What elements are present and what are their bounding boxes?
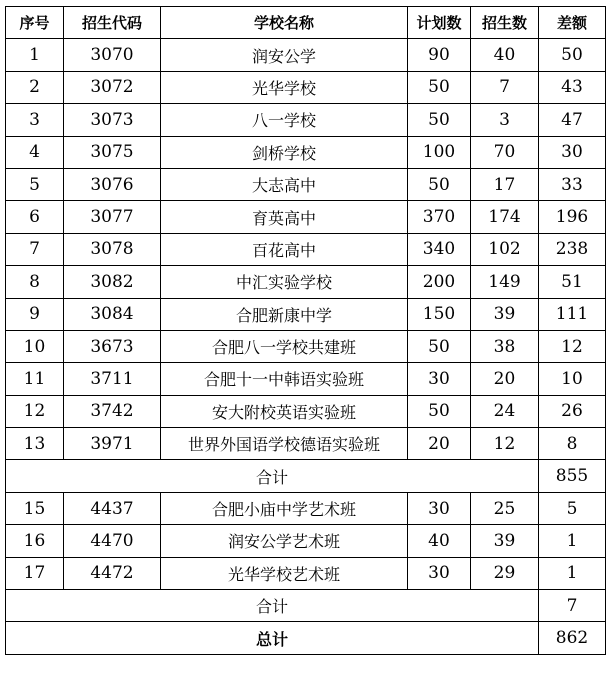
header-enrolled: 招生数 <box>471 7 539 39</box>
cell-diff: 12 <box>539 330 606 362</box>
cell-no: 16 <box>6 525 64 557</box>
subtotal-row-1 <box>6 460 606 492</box>
cell-code: 3077 <box>64 201 161 233</box>
cell-enrolled: 174 <box>471 201 539 233</box>
cell-diff: 5 <box>539 492 606 524</box>
cell-plan: 30 <box>408 363 471 395</box>
header-plan: 计划数 <box>408 7 471 39</box>
table-row <box>6 168 606 200</box>
cell-plan: 30 <box>408 492 471 524</box>
table-row <box>6 201 606 233</box>
cell-no: 13 <box>6 428 64 460</box>
cell-school-name: 润安公学艺术班 <box>161 525 408 557</box>
cell-code: 3971 <box>64 428 161 460</box>
cell-school-name: 合肥十一中韩语实验班 <box>161 363 408 395</box>
table-row <box>6 557 606 589</box>
cell-enrolled: 3 <box>471 104 539 136</box>
cell-code: 3076 <box>64 168 161 200</box>
cell-school-name: 安大附校英语实验班 <box>161 395 408 427</box>
cell-plan: 370 <box>408 201 471 233</box>
header-code: 招生代码 <box>64 7 161 39</box>
cell-diff: 30 <box>539 136 606 168</box>
table-row <box>6 298 606 330</box>
cell-no: 17 <box>6 557 64 589</box>
cell-school-name: 大志高中 <box>161 168 408 200</box>
cell-school-name: 育英高中 <box>161 201 408 233</box>
cell-enrolled: 24 <box>471 395 539 427</box>
cell-enrolled: 29 <box>471 557 539 589</box>
header-school-name: 学校名称 <box>161 7 408 39</box>
subtotal-diff: 855 <box>539 460 606 492</box>
cell-no: 1 <box>6 39 64 71</box>
cell-enrolled: 39 <box>471 525 539 557</box>
total-label: 总计 <box>6 622 539 654</box>
table-row <box>6 428 606 460</box>
cell-school-name: 中汇实验学校 <box>161 266 408 298</box>
cell-code: 4470 <box>64 525 161 557</box>
cell-enrolled: 20 <box>471 363 539 395</box>
table-row <box>6 492 606 524</box>
cell-school-name: 合肥新康中学 <box>161 298 408 330</box>
cell-plan: 50 <box>408 395 471 427</box>
cell-enrolled: 38 <box>471 330 539 362</box>
group2-rows <box>6 492 606 589</box>
cell-diff: 1 <box>539 525 606 557</box>
cell-enrolled: 40 <box>471 39 539 71</box>
cell-school-name: 润安公学 <box>161 39 408 71</box>
cell-code: 3072 <box>64 71 161 103</box>
cell-enrolled: 102 <box>471 233 539 265</box>
cell-code: 3082 <box>64 266 161 298</box>
cell-no: 9 <box>6 298 64 330</box>
subtotal-diff: 7 <box>539 590 606 622</box>
cell-code: 3070 <box>64 39 161 71</box>
table-row <box>6 71 606 103</box>
cell-school-name: 光华学校 <box>161 71 408 103</box>
cell-diff: 111 <box>539 298 606 330</box>
cell-diff: 8 <box>539 428 606 460</box>
cell-no: 15 <box>6 492 64 524</box>
cell-diff: 33 <box>539 168 606 200</box>
cell-code: 4472 <box>64 557 161 589</box>
cell-diff: 1 <box>539 557 606 589</box>
cell-no: 10 <box>6 330 64 362</box>
cell-code: 3084 <box>64 298 161 330</box>
cell-no: 6 <box>6 201 64 233</box>
table-row <box>6 525 606 557</box>
cell-code: 3742 <box>64 395 161 427</box>
cell-no: 8 <box>6 266 64 298</box>
cell-no: 5 <box>6 168 64 200</box>
subtotal-label: 合计 <box>6 460 539 492</box>
cell-no: 12 <box>6 395 64 427</box>
cell-enrolled: 70 <box>471 136 539 168</box>
cell-enrolled: 149 <box>471 266 539 298</box>
cell-code: 3711 <box>64 363 161 395</box>
cell-plan: 200 <box>408 266 471 298</box>
cell-diff: 196 <box>539 201 606 233</box>
cell-school-name: 光华学校艺术班 <box>161 557 408 589</box>
cell-no: 11 <box>6 363 64 395</box>
subtotal-row-2 <box>6 590 606 622</box>
total-diff: 862 <box>539 622 606 654</box>
table-row <box>6 136 606 168</box>
cell-diff: 47 <box>539 104 606 136</box>
subtotal-label: 合计 <box>6 590 539 622</box>
cell-enrolled: 12 <box>471 428 539 460</box>
header-row <box>6 7 606 39</box>
cell-code: 3073 <box>64 104 161 136</box>
enrollment-table <box>5 6 606 655</box>
cell-plan: 50 <box>408 168 471 200</box>
cell-diff: 10 <box>539 363 606 395</box>
cell-no: 7 <box>6 233 64 265</box>
cell-plan: 150 <box>408 298 471 330</box>
cell-code: 3673 <box>64 330 161 362</box>
header-no: 序号 <box>6 7 64 39</box>
cell-enrolled: 39 <box>471 298 539 330</box>
group1-rows <box>6 39 606 460</box>
table-row <box>6 233 606 265</box>
cell-plan: 90 <box>408 39 471 71</box>
cell-plan: 50 <box>408 104 471 136</box>
cell-code: 3075 <box>64 136 161 168</box>
cell-diff: 238 <box>539 233 606 265</box>
cell-plan: 50 <box>408 71 471 103</box>
cell-school-name: 世界外国语学校德语实验班 <box>161 428 408 460</box>
cell-enrolled: 17 <box>471 168 539 200</box>
cell-enrolled: 25 <box>471 492 539 524</box>
table-row <box>6 330 606 362</box>
cell-no: 3 <box>6 104 64 136</box>
cell-diff: 50 <box>539 39 606 71</box>
cell-code: 4437 <box>64 492 161 524</box>
cell-school-name: 合肥小庙中学艺术班 <box>161 492 408 524</box>
cell-diff: 43 <box>539 71 606 103</box>
cell-school-name: 剑桥学校 <box>161 136 408 168</box>
cell-enrolled: 7 <box>471 71 539 103</box>
cell-school-name: 百花高中 <box>161 233 408 265</box>
header-diff: 差额 <box>539 7 606 39</box>
table-row <box>6 266 606 298</box>
cell-school-name: 合肥八一学校共建班 <box>161 330 408 362</box>
table-row <box>6 395 606 427</box>
cell-plan: 50 <box>408 330 471 362</box>
cell-plan: 40 <box>408 525 471 557</box>
cell-plan: 30 <box>408 557 471 589</box>
table-row <box>6 363 606 395</box>
cell-diff: 51 <box>539 266 606 298</box>
cell-school-name: 八一学校 <box>161 104 408 136</box>
cell-plan: 100 <box>408 136 471 168</box>
total-row <box>6 622 606 654</box>
cell-no: 4 <box>6 136 64 168</box>
table-row <box>6 39 606 71</box>
cell-diff: 26 <box>539 395 606 427</box>
cell-no: 2 <box>6 71 64 103</box>
cell-plan: 20 <box>408 428 471 460</box>
cell-code: 3078 <box>64 233 161 265</box>
table-row <box>6 104 606 136</box>
cell-plan: 340 <box>408 233 471 265</box>
